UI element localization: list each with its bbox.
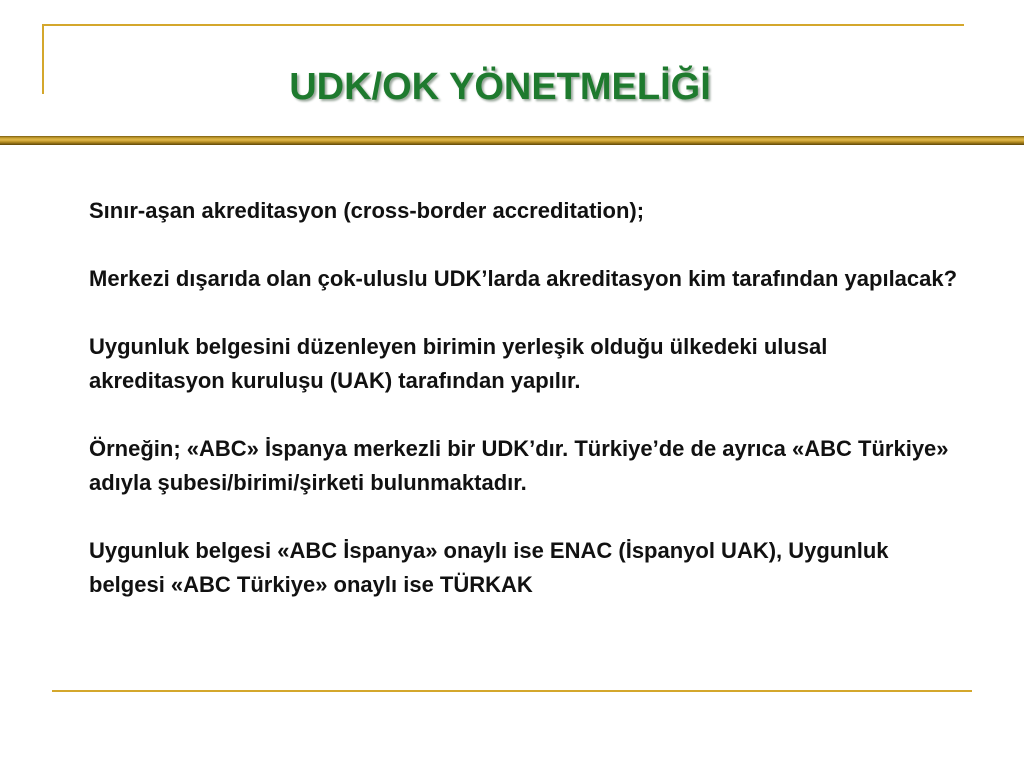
paragraph-cross-border: Sınır-aşan akreditasyon (cross-border accreditation); xyxy=(89,198,645,223)
slide-title: UDK/OK YÖNETMELİĞİ xyxy=(289,66,711,108)
bottom-divider xyxy=(52,690,972,692)
title-divider xyxy=(0,136,1024,145)
frame-top-line xyxy=(42,24,964,26)
paragraph-conclusion: Uygunluk belgesi «ABC İspanya» onaylı ise ENAC (İspanyol UAK), Uygunluk belgesi «ABC Türkiye» onaylı ise TÜRKAK xyxy=(89,538,889,597)
paragraph-example: Örneğin; «ABC» İspanya merkezli bir UDK’dır. Türkiye’de de ayrıca «ABC Türkiye» adıyla şubesi/birimi/şirketi bulunmaktadır. xyxy=(89,436,949,495)
paragraph-question: Merkezi dışarıda olan çok-uluslu UDK’larda akreditasyon kim tarafından yapılacak? xyxy=(89,266,958,291)
slide-body xyxy=(89,194,969,602)
paragraph-answer: Uygunluk belgesini düzenleyen birimin yerleşik olduğu ülkedeki ulusal akreditasyon kuruluşu (UAK) tarafından yapılır. xyxy=(89,334,828,393)
